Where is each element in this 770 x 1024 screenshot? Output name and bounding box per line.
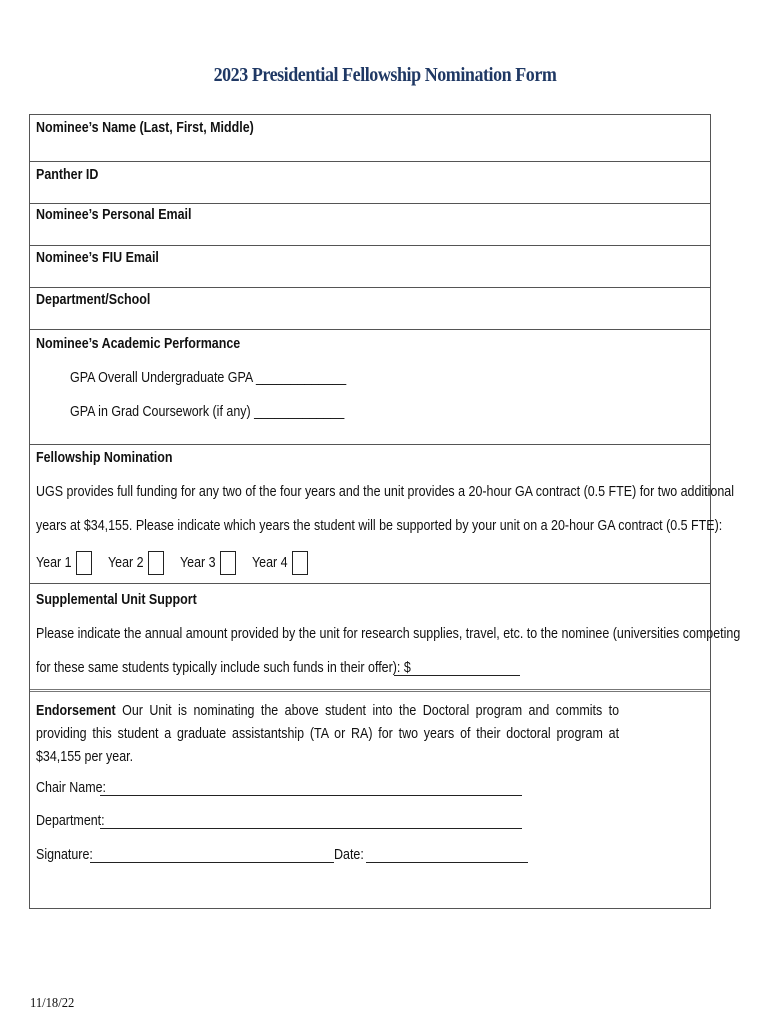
- department-row[interactable]: [30, 288, 710, 330]
- endorsement-section: [30, 692, 710, 908]
- fiu-email-row[interactable]: [30, 246, 710, 288]
- form-title: 2023 Presidential Fellowship Nomination Form: [213, 64, 557, 86]
- supplemental-amount-input[interactable]: [394, 661, 520, 676]
- year-1-checkbox[interactable]: [76, 551, 92, 575]
- signature-line: [36, 847, 528, 863]
- footer-date: 11/18/22: [30, 996, 75, 1011]
- personal-email-label: Nominee’s Personal Email: [36, 207, 192, 223]
- supplemental-text-line2: for these same students typically include such funds in their offer): $: [36, 660, 411, 676]
- supplemental-amount-line: [36, 660, 520, 676]
- chair-name-input[interactable]: [100, 781, 522, 796]
- department-line: [36, 813, 522, 829]
- supplemental-section: [30, 584, 741, 692]
- year-3-checkbox[interactable]: [220, 551, 236, 575]
- department-sig-label: Department:: [36, 813, 105, 829]
- nomination-form: [29, 114, 741, 909]
- year-1-label: Year 1: [36, 555, 72, 571]
- fellowship-heading: Fellowship Nomination: [36, 450, 173, 466]
- fellowship-text-line2: years at $34,155. Please indicate which years the student will be supported by your unit on a 20-hour GA contract (0.5 FTE):: [36, 518, 723, 534]
- year-4-label: Year 4: [252, 555, 288, 571]
- academic-heading: Nominee’s Academic Performance: [36, 336, 241, 352]
- department-label: Department/School: [36, 292, 151, 308]
- signature-input[interactable]: [90, 848, 334, 863]
- signature-label: Signature:: [36, 847, 93, 863]
- year-2-checkbox[interactable]: [148, 551, 164, 575]
- year-4-checkbox[interactable]: [292, 551, 308, 575]
- gpa-grad-field[interactable]: GPA in Grad Coursework (if any) _____________: [70, 404, 345, 420]
- year-checkboxes: [36, 551, 324, 575]
- fiu-email-label: Nominee’s FIU Email: [36, 250, 159, 266]
- supplemental-text-line1: Please indicate the annual amount provided by the unit for research supplies, travel, etc. to the nominee (universities competing: [36, 626, 741, 642]
- chair-name-line: [36, 780, 522, 796]
- chair-name-label: Chair Name:: [36, 780, 106, 796]
- endorsement-heading: Endorsement: [36, 703, 116, 719]
- academic-performance-section: [30, 330, 710, 445]
- fellowship-section: [30, 445, 734, 584]
- panther-id-label: Panther ID: [36, 167, 99, 183]
- personal-email-row[interactable]: [30, 204, 710, 246]
- name-label: Nominee’s Name (Last, First, Middle): [36, 120, 254, 136]
- date-label: Date:: [334, 847, 364, 863]
- endorsement-paragraph: [36, 700, 714, 769]
- panther-id-row[interactable]: [30, 162, 710, 204]
- year-2-label: Year 2: [108, 555, 144, 571]
- endorsement-text: Our Unit is nominating the above student into the Doctoral program and commits to providing this student a graduate assistantship (TA or RA) for two years of their doctoral program at $34,155 per year.: [36, 703, 620, 765]
- gpa-undergrad-field[interactable]: GPA Overall Undergraduate GPA _____________: [70, 370, 347, 386]
- fellowship-text-line1: UGS provides full funding for any two of the four years and the unit provides a 20-hour GA contract (0.5 FTE) for two additional: [36, 484, 734, 500]
- date-input[interactable]: [366, 848, 528, 863]
- year-3-label: Year 3: [180, 555, 216, 571]
- department-input[interactable]: [100, 814, 522, 829]
- supplemental-heading: Supplemental Unit Support: [36, 592, 197, 608]
- name-row[interactable]: [30, 115, 710, 162]
